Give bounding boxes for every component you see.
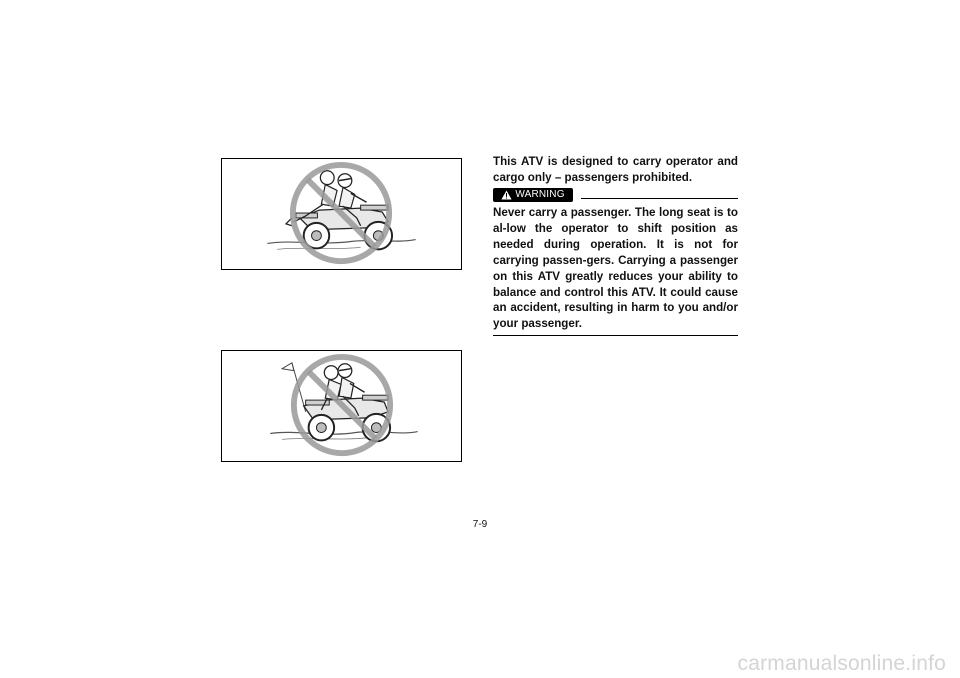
warning-label: WARNING (515, 189, 565, 200)
prohibited-atv-passenger-illustration (222, 159, 461, 269)
warning-top-rule (581, 198, 738, 199)
warning-badge (493, 188, 573, 202)
watermark: carmanualsonline.info (737, 652, 946, 675)
warning-triangle-icon (501, 190, 512, 200)
illustration-no-passenger-1 (221, 158, 462, 270)
warning-header (493, 188, 738, 204)
intro-text: This ATV is designed to carry operator and cargo only – passengers prohibited. (493, 155, 738, 184)
warning-bottom-rule (493, 335, 738, 336)
warning-body-text: Never carry a passenger. The long seat is to al-low the operator to shift position as needed during operation. It is not for carrying passen-gers. Carrying a passenger on this ATV greatly reduces your ability to balance and control this ATV. It could cause an accident, resulting in harm to you and/or your passenger. (493, 206, 738, 331)
page-number: 7-9 (472, 519, 488, 530)
illustration-no-passenger-2 (221, 350, 462, 462)
text-column (493, 154, 738, 336)
prohibited-atv-passenger-illustration (222, 351, 461, 461)
